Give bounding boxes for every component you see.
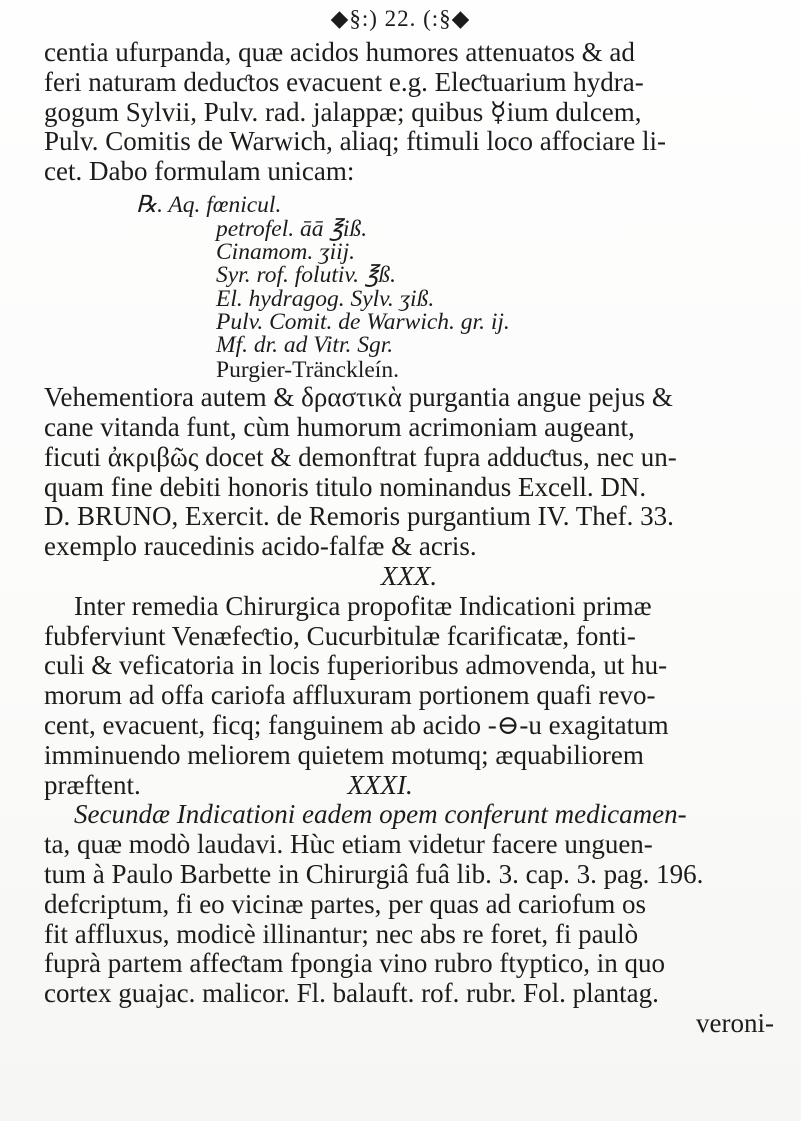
- text-line: fuprà partem affeƈtam fpongia vino rubro ftyptico, in quo: [44, 948, 666, 979]
- recipe-item: petrofel. āā ℥iß.: [216, 215, 368, 242]
- text-line: Pulv. Comitis de Warwich, aliaq; ftimuli loco affociare li-: [44, 126, 666, 157]
- text-line: ficuti ἀκριβῶς docet & demonftrat fupra adduƈtus, nec un-: [44, 441, 677, 472]
- recipe-rx-line: ℞. Aq. fœnicul.: [136, 191, 282, 218]
- recipe-item: Cinamom. ʒiij.: [216, 239, 356, 266]
- text-line: gogum Sylvii, Pulv. rad. jalappæ; quibus ☿ium dulcem,: [44, 96, 642, 127]
- text-line: fubferviunt Venæfeƈtio, Cucurbitulæ fcarificatæ, fonti-: [44, 620, 636, 651]
- recipe-item: El. hydragog. Sylv. ʒiß.: [216, 285, 435, 312]
- page-header: ◆§:) 22. (:§◆: [330, 6, 471, 31]
- section-number-30: XXX.: [380, 560, 438, 591]
- text-line: morum ad offa cariofa affluxuram portionem quafi revo-: [44, 680, 656, 711]
- text-line: cent, evacuent, ficq; fanguinem ab acido -⊖-u exagitatum: [44, 709, 669, 740]
- body-text: [44, 38, 774, 1039]
- text-fragment: præftent.: [44, 769, 141, 800]
- text-line: cet. Dabo formulam unicam:: [44, 156, 355, 187]
- recipe-gothic-title: Purgier-Tränckleín.: [216, 357, 399, 384]
- text-line: centia ufurpanda, quæ acidos humores attenuatos & ad: [44, 37, 635, 67]
- text-line: feri naturam deduƈtos evacuent e.g. Eleƈtuarium hydra-: [44, 66, 644, 97]
- text-line: tum à Paulo Barbette in Chirurgiâ fuâ lib. 3. cap. 3. pag. 196.: [44, 858, 704, 889]
- text-line: ta, quæ modò laudavi. Hùc etiam videtur facere unguen-: [44, 829, 653, 860]
- recipe-item: Syr. rof. folutiv. ℥ß.: [216, 262, 397, 289]
- text-line: [44, 771, 774, 801]
- catchword: veroni-: [696, 1007, 774, 1038]
- text-line: Vehementiora autem & δραστικὰ purgantia angue pejus &: [44, 382, 673, 413]
- text-line: culi & veficatoria in locis fuperioribus admovenda, ut hu-: [44, 650, 668, 681]
- recipe-item: Mf. dr. ad Vitr. Sgr.: [216, 332, 394, 358]
- text-line: Secundæ Indicationi eadem opem conferunt medicamen-: [74, 799, 687, 830]
- text-line: D. BRUNO, Exercit. de Remoris purgantium IV. Thef. 33.: [44, 501, 674, 532]
- text-line: cortex guajac. malicor. Fl. balauft. rof. rubr. Fol. plantag.: [44, 978, 659, 1009]
- text-line: quam fine debiti honoris titulo nominandus Excell. DN.: [44, 471, 647, 502]
- text-line: defcriptum, fi eo vicinæ partes, per quas ad cariofum os: [44, 888, 647, 919]
- text-line: fit affluxus, modicè illinantur; nec abs re foret, fi paulò: [44, 918, 639, 949]
- recipe-block: [44, 192, 774, 383]
- section-number-31: XXXI.: [347, 769, 413, 800]
- text-line: imminuendo meliorem quietem motumq; æquabiliorem: [44, 739, 644, 770]
- text-line: cane vitanda funt, cùm humorum acrimoniam augeant,: [44, 412, 635, 442]
- text-line: Inter remedia Chirurgica propofitæ Indicationi primæ: [74, 590, 652, 621]
- text-line: exemplo raucedinis acido-falfæ & acris.: [44, 531, 477, 562]
- recipe-item: Pulv. Comit. de Warwich. gr. ij.: [216, 308, 510, 335]
